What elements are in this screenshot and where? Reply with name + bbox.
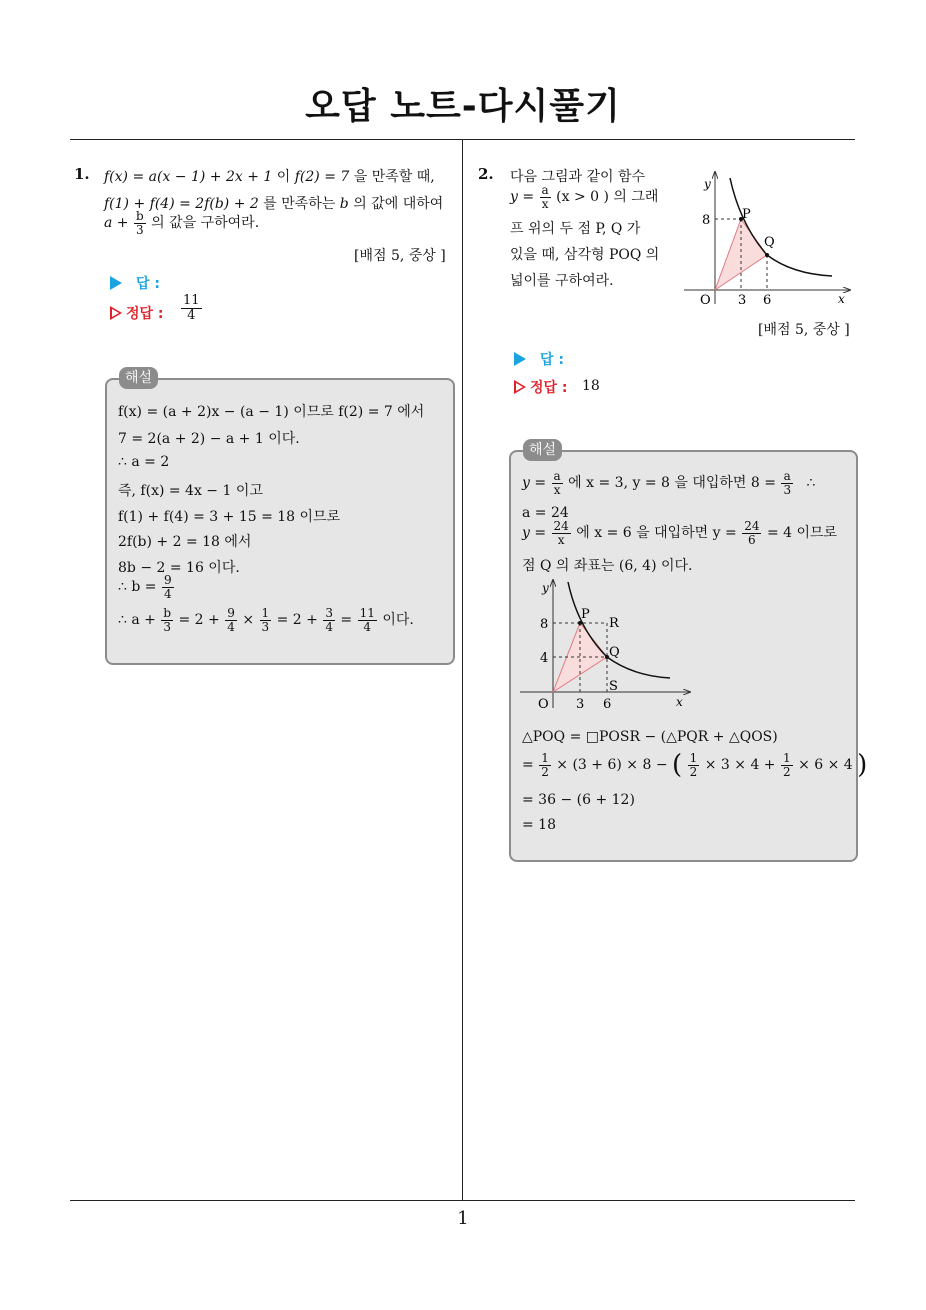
q1-fraction-b-over-3: $\frac{b}{3}$ (135, 209, 144, 237)
question-2-answer-label: 답 : (514, 349, 564, 369)
q1-solution-line: 즉, f(x) = 4x − 1 이고 (118, 483, 263, 499)
q2-solution-line-3: y = $\frac{24}{x}$ 에 x = 6 을 대입하면 y = $\frac{24}{6}$ = 4 이므로 (522, 519, 838, 547)
x-label: x (838, 292, 845, 306)
question-1-line-1 (104, 166, 435, 186)
q1-solution-line: f(x) = (a + 2)x − (a − 1) 이므로 f(2) = 7 에서 (118, 404, 425, 420)
page-title: 오답 노트-다시풀기 (305, 86, 621, 127)
answer-arrow-icon (514, 352, 526, 366)
q1-text: 을 만족할 때, (353, 169, 435, 185)
q1-text: 의 값에 대하여 (353, 196, 444, 212)
question-1-correct-label: 정답 : (110, 303, 164, 323)
q2-solution-line-5: △POQ = □POSR − (△PQR + △QOS) (522, 729, 778, 745)
y-tick-label: 8 (702, 213, 711, 228)
q1-expr-a-plus: a + (104, 215, 129, 232)
q1-solution-line: f(1) + f(4) = 3 + 15 = 18 이므로 (118, 509, 341, 525)
point-q-label: Q (609, 645, 620, 660)
question-1-correct-value: $\frac{11}{4}$ (183, 293, 200, 323)
y-tick-label: 8 (540, 617, 549, 632)
question-2-solution-graph (518, 576, 694, 716)
answer-arrow-icon (110, 276, 122, 290)
correct-arrow-icon (110, 306, 122, 320)
y-label: y (704, 177, 711, 191)
q1-expr-condition: f(1) + f(4) = 2f(b) + 2 (104, 196, 259, 212)
question-2-line-1: 다음 그림과 같이 함수 (510, 169, 646, 185)
origin-label: O (700, 293, 711, 308)
question-2-line-4: 있을 때, 삼각형 POQ 의 (510, 247, 660, 263)
point-q (765, 253, 769, 257)
question-1-line-3 (104, 210, 259, 236)
y-tick-label: 4 (540, 651, 549, 666)
q1-solution-line: 7 = 2(a + 2) − a + 1 이다. (118, 431, 300, 447)
page-number: 1 (457, 1208, 469, 1229)
q1-solution-line: 8b − 2 = 16 이다. (118, 560, 240, 576)
question-2-line-5: 넓이를 구하여라. (510, 273, 614, 289)
q1-var-b: b (339, 196, 349, 212)
question-2-number: 2. (478, 165, 494, 183)
point-p-label: P (742, 207, 751, 222)
q1-text: 이 (276, 169, 291, 185)
q1-expr-fx: f(x) = a(x − 1) + 2x + 1 (104, 169, 273, 185)
footer-divider (70, 1200, 855, 1201)
y-label: y (542, 581, 549, 595)
q1-solution-line: ∴ a = 2 (118, 454, 170, 470)
q1-text: 의 값을 구하여라. (151, 215, 260, 232)
q2-solution-line-8: = 18 (522, 817, 556, 833)
q2-solution-line-7: = 36 − (6 + 12) (522, 792, 635, 808)
column-divider (462, 139, 463, 1200)
point-s-label: S (609, 679, 618, 694)
correct-arrow-icon (514, 380, 526, 394)
question-2-correct-label: 정답 : (514, 377, 568, 397)
origin-label: O (538, 697, 549, 712)
x-tick-label: 6 (603, 697, 612, 712)
q1-solution-final: ∴ a + $\frac{b}{3}$ = 2 + $\frac{9}{4}$ × $\frac{1}{3}$ = 2 + $\frac{3}{4}$ = $\frac{11}{4}$ 이다. (118, 606, 414, 634)
x-label: x (676, 695, 683, 709)
point-r-label: R (609, 616, 619, 631)
q1-text: 를 만족하는 (263, 196, 336, 212)
question-2-solution-tag: 해설 (523, 439, 562, 461)
x-tick-label: 3 (576, 697, 585, 712)
question-1-solution-tag: 해설 (119, 367, 158, 389)
question-2-line-3: 프 위의 두 점 P, Q 가 (510, 221, 641, 237)
q1-solution-b-value: ∴ b = $\frac{9}{4}$ (118, 573, 172, 601)
question-2-score: [배점 5, 중상 ] (758, 322, 850, 338)
question-1-answer-label: 답 : (110, 273, 160, 293)
q1-solution-line: 2f(b) + 2 = 18 에서 (118, 534, 252, 550)
q1-expr-f2: f(2) = 7 (294, 169, 350, 185)
x-tick-label: 6 (763, 293, 772, 308)
point-q-label: Q (764, 235, 775, 250)
x-tick-label: 3 (738, 293, 747, 308)
question-2-graph (682, 166, 854, 308)
q2-solution-line-1: y = $\frac{a}{x}$ 에 x = 3, y = 8 을 대입하면 8 = $\frac{a}{3}$ ∴ (522, 469, 816, 497)
q2-solution-line-2: a = 24 (522, 505, 569, 521)
q2-solution-line-6: = $\frac{1}{2}$ × (3 + 6) × 8 − ( $\frac{1}{2}$ × 3 × 4 + $\frac{1}{2}$ × 6 × 4 ) (522, 750, 868, 780)
point-p-label: P (581, 607, 590, 622)
question-2-line-2: y = $\frac{a}{x}$ (x > 0 ) 의 그래 (510, 183, 659, 211)
question-1-score: [배점 5, 중상 ] (354, 248, 446, 264)
question-1-number: 1. (74, 165, 90, 183)
question-2-correct-value: 18 (582, 378, 600, 394)
q2-solution-line-4: 점 Q 의 좌표는 (6, 4) 이다. (522, 558, 693, 574)
